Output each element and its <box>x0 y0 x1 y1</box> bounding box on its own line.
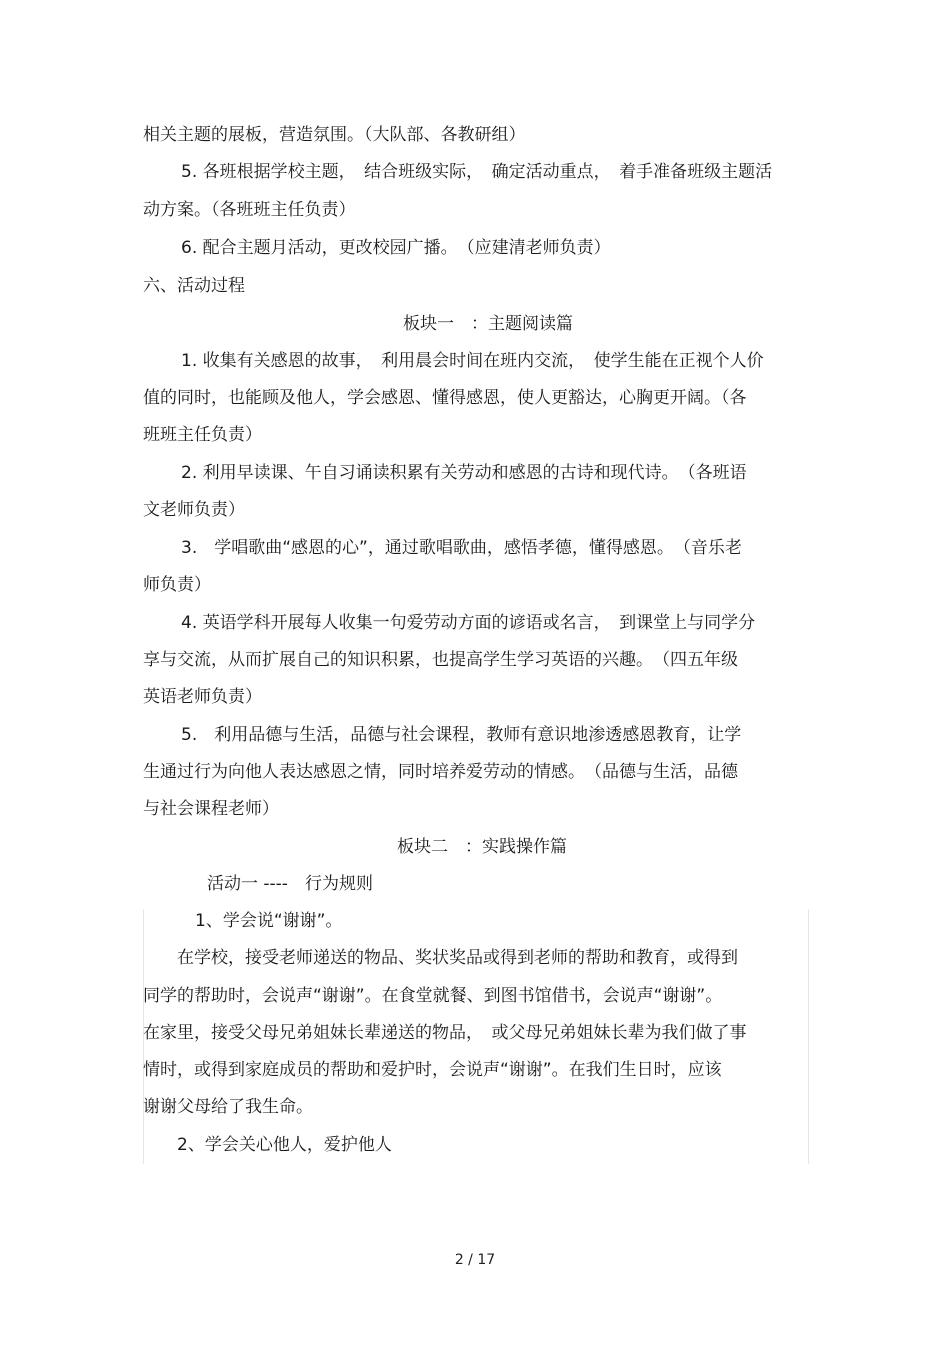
text-line: 同学的帮助时，会说声“谢谢”。在食堂就餐、到图书馆借书，会说声“谢谢”。 <box>143 986 723 1006</box>
text-line: 5. 利用品德与生活，品德与社会课程，教师有意识地渗透感恩教育，让学 <box>181 725 742 745</box>
text-line: 情时，或得到家庭成员的帮助和爱护时，会说声“谢谢”。在我们生日时，应该 <box>143 1060 722 1080</box>
text-line: 1. 收集有关感恩的故事， 利用晨会时间在班内交流， 使学生能在正视个人价 <box>181 351 764 371</box>
text-line: 英语老师负责） <box>143 687 262 707</box>
text-line: 文老师负责） <box>143 500 245 520</box>
subheading: 2、学会关心他人，爱护他人 <box>177 1135 392 1155</box>
text-line: 6. 配合主题月活动，更改校园广播。 （应建清老师负责） <box>181 238 611 258</box>
text-line: 4. 英语学科开展每人收集一句爱劳动方面的谚语或名言， 到课堂上与同学分 <box>181 613 756 633</box>
text-line: 师负责） <box>143 575 211 595</box>
text-line: 值的同时，也能顾及他人，学会感恩、懂得感恩，使人更豁达，心胸更开阔。（各 <box>143 388 747 408</box>
page-number: 2 / 17 <box>454 1252 496 1268</box>
text-line: 班班主任负责） <box>143 425 262 445</box>
text-line: 享与交流，从而扩展自己的知识积累，也提高学生学习英语的兴趣。 （四五年级 <box>143 650 738 670</box>
text-line: 5. 各班根据学校主题， 结合班级实际， 确定活动重点， 着手准备班级主题活 <box>181 162 773 182</box>
text-line: 与社会课程老师） <box>143 799 279 819</box>
text-line: 动方案。（各班班主任负责） <box>143 200 356 220</box>
text-line: 生通过行为向他人表达感恩之情，同时培养爱劳动的情感。 （品德与生活，品德 <box>143 762 738 782</box>
text-line: 在学校，接受老师递送的物品、奖状奖品或得到老师的帮助和教育，或得到 <box>177 948 738 968</box>
block-heading: 板块一 ：主题阅读篇 <box>403 314 573 334</box>
block-heading: 板块二 ：实践操作篇 <box>397 837 567 857</box>
text-line: 相关主题的展板，营造氛围。（大队部、各教研组） <box>143 125 526 145</box>
text-line: 在家里，接受父母兄弟姐妹长辈递送的物品， 或父母兄弟姐妹长辈为我们做了事 <box>143 1023 747 1043</box>
text-line: 谢谢父母给了我生命。 <box>143 1097 313 1117</box>
activity-heading: 活动一 ---- 行为规则 <box>207 874 373 894</box>
text-line: 2. 利用早读课、午自习诵读积累有关劳动和感恩的古诗和现代诗。 （各班语 <box>181 463 747 483</box>
section-heading: 六、活动过程 <box>143 276 245 296</box>
text-line: 3. 学唱歌曲“感恩的心”，通过歌唱歌曲，感悟孝德，懂得感恩。 （音乐老 <box>181 538 742 558</box>
subheading: 1、学会说“谢谢”。 <box>195 911 343 931</box>
